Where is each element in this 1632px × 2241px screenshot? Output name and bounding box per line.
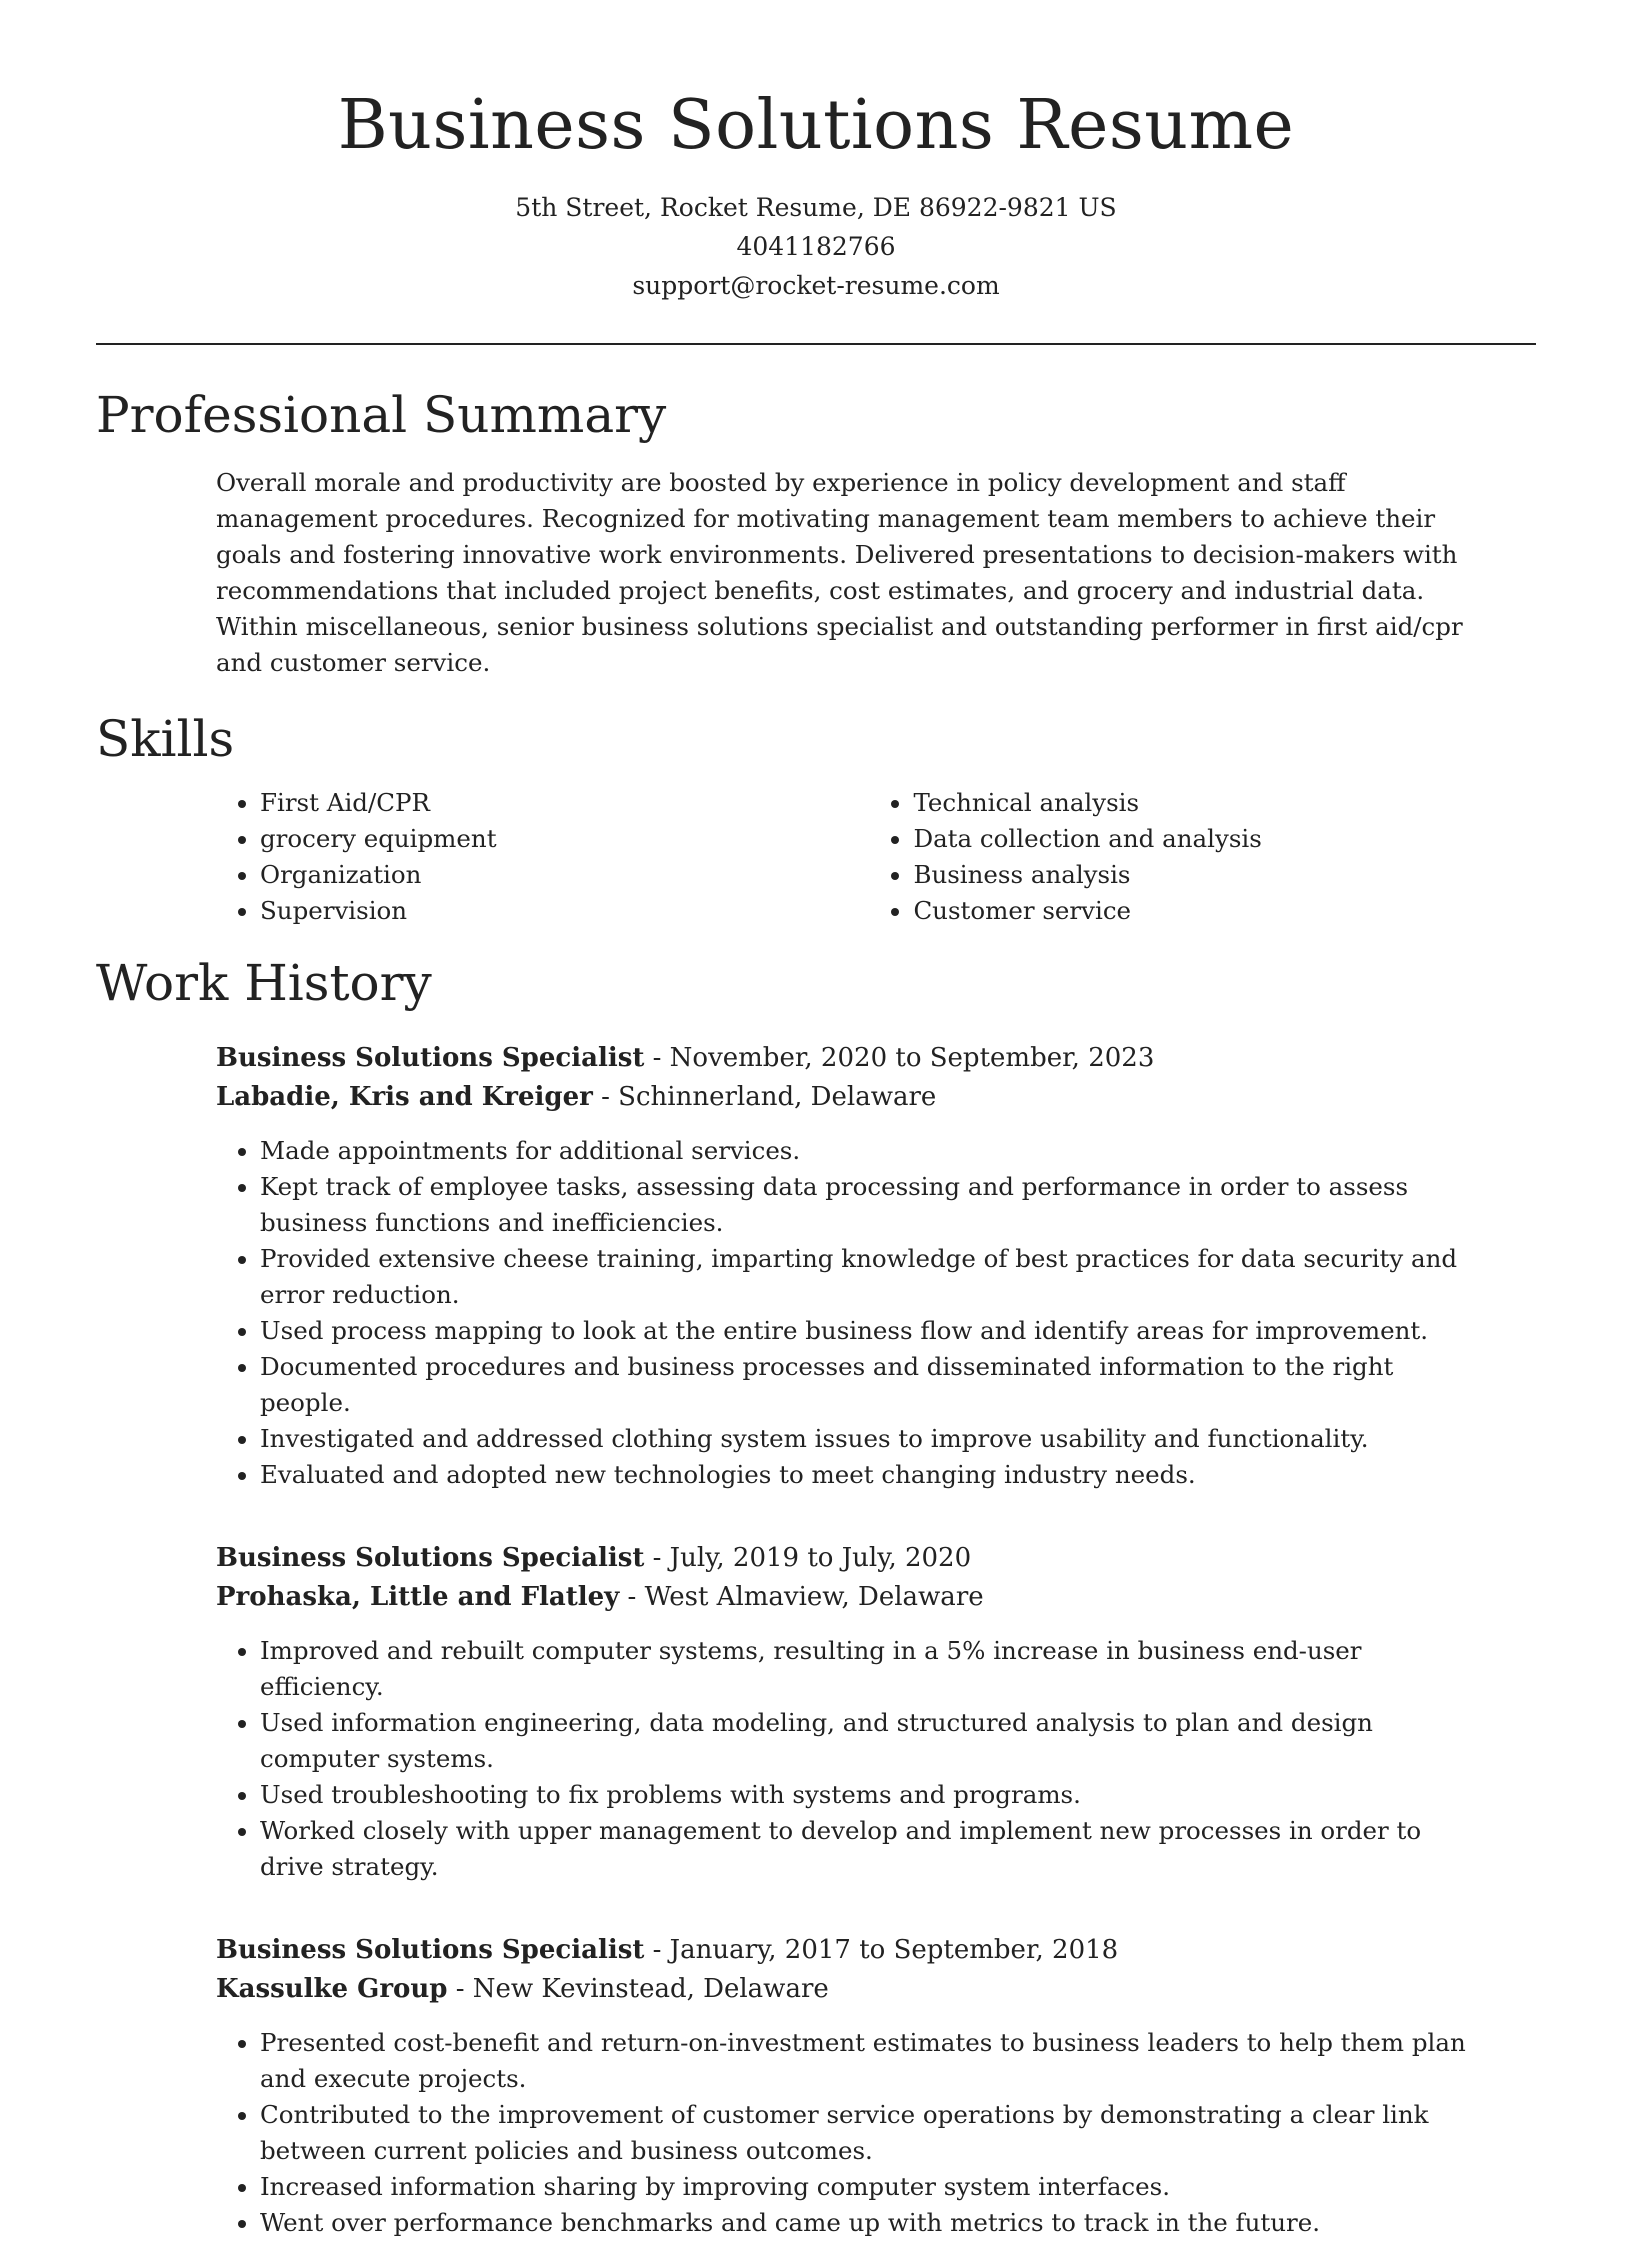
job-title-line — [216, 1539, 1476, 1578]
job-bullet: • Used troubleshooting to fix problems with systems and programs. — [260, 1777, 1476, 1813]
job-bullet: • Improved and rebuilt computer systems, resulting in a 5% increase in business end-user efficiency. — [260, 1633, 1476, 1705]
work-history-section — [96, 953, 1536, 2241]
skills-section — [96, 709, 1536, 929]
summary-section — [96, 385, 1536, 681]
skill-item: • Supervision — [260, 893, 869, 929]
job-title: Business Solutions Specialist — [216, 1935, 645, 1965]
job-entry — [216, 1931, 1476, 2241]
email: support@rocket-resume.com — [632, 271, 1000, 300]
job-bullets — [216, 1133, 1476, 1493]
address: 5th Street, Rocket Resume, DE 86922-9821 US — [515, 193, 1117, 222]
separator: - — [619, 1582, 645, 1612]
skill-item: • Technical analysis — [913, 785, 1476, 821]
job-title-line — [216, 1931, 1476, 1970]
job-title-line — [216, 1039, 1476, 1078]
job-location: Schinnerland, Delaware — [618, 1082, 937, 1112]
resume-header — [96, 0, 1536, 305]
job-dates: January, 2017 to September, 2018 — [669, 1935, 1119, 1965]
job-bullet: • Kept track of employee tasks, assessing data processing and performance in order to assess business functions and inefficiencies. — [260, 1169, 1476, 1241]
resume-name: Business Solutions Resume — [337, 86, 1295, 165]
job-bullet: • Provided extensive cheese training, imparting knowledge of best practices for data security and error reduction. — [260, 1241, 1476, 1313]
skill-item: • grocery equipment — [260, 821, 869, 857]
job-dates: July, 2019 to July, 2020 — [669, 1543, 972, 1573]
separator: - — [447, 1974, 473, 2004]
separator: - — [644, 1043, 670, 1073]
job-location: West Almaview, Delaware — [644, 1582, 984, 1612]
skill-item: • First Aid/CPR — [260, 785, 869, 821]
job-bullet: • Evaluated and adopted new technologies to meet changing industry needs. — [260, 1457, 1476, 1493]
job-bullet: • Presented cost-benefit and return-on-investment estimates to business leaders to help them plan and execute projects. — [260, 2025, 1476, 2097]
skill-item: • Customer service — [913, 893, 1476, 929]
employer-line — [216, 1970, 1476, 2009]
section-title-summary: Professional Summary — [96, 386, 667, 444]
job-entry — [216, 1039, 1476, 1493]
separator: - — [644, 1935, 670, 1965]
separator: - — [592, 1082, 619, 1112]
job-title: Business Solutions Specialist — [216, 1043, 645, 1073]
section-title-skills: Skills — [96, 710, 235, 768]
skill-item: • Data collection and analysis — [913, 821, 1476, 857]
job-bullet: • Increased information sharing by improving computer system interfaces. — [260, 2169, 1476, 2205]
job-bullets — [216, 2025, 1476, 2241]
job-location: New Kevinstead, Delaware — [472, 1974, 829, 2004]
separator: - — [644, 1543, 670, 1573]
job-bullets — [216, 1633, 1476, 1885]
skill-item: • Organization — [260, 857, 869, 893]
job-dates: November, 2020 to September, 2023 — [669, 1043, 1155, 1073]
job-bullet: • Investigated and addressed clothing system issues to improve usability and functionality. — [260, 1421, 1476, 1457]
employer-line — [216, 1578, 1476, 1617]
skills-column-1 — [216, 785, 869, 929]
skills-column-2 — [869, 785, 1476, 929]
employer: Kassulke Group — [216, 1974, 448, 2004]
job-bullet: • Documented procedures and business processes and disseminated information to the right people. — [260, 1349, 1476, 1421]
employer: Prohaska, Little and Flatley — [216, 1582, 620, 1612]
skills-list — [216, 785, 1476, 929]
job-bullet: • Used information engineering, data modeling, and structured analysis to plan and design computer systems. — [260, 1705, 1476, 1777]
section-title-work-history: Work History — [96, 954, 432, 1012]
job-bullet: • Made appointments for additional services. — [260, 1133, 1476, 1169]
summary-text: Overall morale and productivity are boosted by experience in policy development and staff management procedures. Recognized for motivating management team members to achieve their goals and fostering innovative work environments. Delivered presentations to decision-makers with recommendations that included project benefits, cost estimates, and grocery and industrial data. Within miscellaneous, senior business solutions specialist and outstanding performer in first aid/cpr and customer service. — [216, 468, 1463, 677]
job-entry — [216, 1539, 1476, 1885]
employer: Labadie, Kris and Kreiger — [216, 1082, 593, 1112]
skill-item: • Business analysis — [913, 857, 1476, 893]
header-divider — [96, 343, 1536, 345]
job-bullet: • Worked closely with upper management to develop and implement new processes in order to drive strategy. — [260, 1813, 1476, 1885]
job-bullet: • Used process mapping to look at the entire business flow and identify areas for improvement. — [260, 1313, 1476, 1349]
job-bullet: • Contributed to the improvement of customer service operations by demonstrating a clear link between current policies and business outcomes. — [260, 2097, 1476, 2169]
employer-line — [216, 1078, 1476, 1117]
contact-info — [96, 188, 1536, 305]
phone: 4041182766 — [736, 232, 896, 261]
job-bullet: • Went over performance benchmarks and came up with metrics to track in the future. — [260, 2205, 1476, 2241]
job-title: Business Solutions Specialist — [216, 1543, 645, 1573]
